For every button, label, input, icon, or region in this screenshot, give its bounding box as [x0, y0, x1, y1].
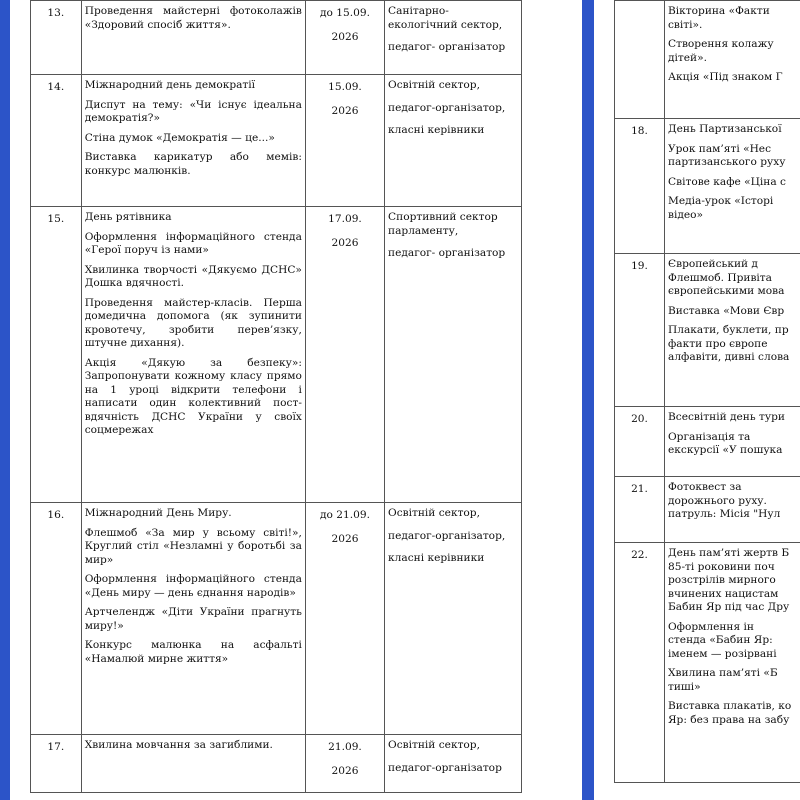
table-row [31, 1, 522, 75]
activity-line: День пам’яті жертв Б [668, 547, 790, 559]
activity-line: Оформлення інформаційного стенда «День миру — день єднання народів» [84, 573, 302, 599]
row-number: 16. [31, 503, 82, 735]
responsible-line: педагог-організатор, [388, 529, 506, 542]
activity-line: Проведення майстер-класів. Перша домедична допомога (як зупинити кровотечу, зробити перев’язку, штучне дихання). [84, 296, 302, 349]
responsible-cell [385, 1, 522, 75]
responsible-cell [385, 75, 522, 207]
activity-line: тиші» [668, 680, 701, 693]
activity-line: Флешмоб «За мир у всьому світі!», Круглий стіл «Незламні у боротьбі за мир» [84, 526, 302, 566]
activity-line: Міжнародний день демократії [84, 79, 256, 91]
activity-cell [665, 254, 800, 407]
row-number: 13. [31, 1, 82, 75]
activity-line: Вікторина «Факти [668, 5, 770, 17]
date-line: 2026 [331, 104, 359, 117]
activity-line: Бабин Яр під час Дру [668, 601, 790, 613]
row-number [615, 1, 665, 119]
responsible-line: Санітарно-екологічний сектор, [388, 5, 503, 31]
table-row [31, 207, 522, 503]
activity-line: екскурсії «У пошука [668, 444, 783, 456]
row-number: 17. [31, 735, 82, 793]
activity-line: вчинених нацистам [668, 587, 779, 600]
activity-line: Виставка плакатів, ко [668, 700, 792, 712]
responsible-cell [385, 207, 522, 503]
activity-cell [81, 1, 305, 75]
date-line: 2026 [331, 532, 359, 545]
row-number: 20. [615, 407, 665, 477]
activity-line: факти про європе [668, 337, 768, 350]
responsible-cell [385, 503, 522, 735]
responsible-line: педагог- організатор [388, 41, 506, 53]
table-row [615, 407, 800, 477]
activity-line: Міжнародний День Миру. [84, 507, 232, 519]
date-cell [305, 207, 384, 503]
activity-line: День Партизанської [668, 123, 782, 135]
activity-cell [665, 1, 800, 119]
date-cell [305, 503, 384, 735]
row-number: 22. [615, 543, 665, 783]
date-cell [305, 75, 384, 207]
responsible-cell [385, 735, 522, 793]
activity-line: Хвилина мовчання за загиблими. [84, 739, 273, 751]
responsible-line: Освітній сектор, [388, 507, 480, 519]
activity-line: свiті». [668, 18, 703, 31]
document-page-left [10, 0, 582, 800]
date-cell [305, 735, 384, 793]
activity-line: Урок пам’яті «Нес [668, 142, 772, 155]
row-number: 14. [31, 75, 82, 207]
activity-line: Світове кафе «Ціна с [668, 175, 786, 188]
date-line: 2026 [331, 236, 359, 249]
activity-cell [81, 735, 305, 793]
activity-line: відео» [668, 208, 704, 221]
table-row [615, 1, 800, 119]
activity-line: Диспут на тему: «Чи існує ідеальна демократія?» [84, 98, 302, 124]
document-page-right [594, 0, 800, 800]
activity-line: Артчелендж «Діти України прагнуть миру!» [84, 606, 302, 632]
events-table-right [614, 0, 800, 783]
responsible-line: педагог- організатор [388, 247, 506, 259]
activity-line: Плакати, буклети, пр [668, 324, 789, 336]
activity-line: День рятівника [84, 211, 172, 223]
row-number: 15. [31, 207, 82, 503]
activity-cell [665, 477, 800, 543]
responsible-line: класні керівники [388, 552, 485, 564]
activity-line: Оформлення ін [668, 620, 754, 633]
responsible-line: педагог-організатор, [388, 101, 506, 114]
activity-line: Стіна думок «Демократія — це...» [84, 131, 275, 144]
activity-line: іменем — розірвані [668, 647, 777, 660]
activity-line: Хвилинка творчості «Дякуємо ДСНС» Дошка вдячності. [84, 263, 302, 289]
date-line: 21.09. [328, 741, 362, 753]
activity-cell [81, 207, 305, 503]
activity-line: європейськими мова [668, 285, 785, 297]
activity-line: патруль: Місія "Нул [668, 508, 781, 520]
activity-line: Медіа-урок «Історі [668, 195, 774, 207]
activity-line: стенда «Бабин Яр: [668, 634, 773, 646]
activity-line: дітей». [668, 51, 707, 64]
row-number: 18. [615, 119, 665, 254]
activity-line: Флешмоб. Привіта [668, 271, 772, 284]
table-row [615, 119, 800, 254]
table-row [31, 735, 522, 793]
responsible-line: Освітній сектор, [388, 739, 480, 751]
events-table-left [30, 0, 522, 793]
activity-line: Акція «Під знаком Г [668, 71, 783, 83]
date-line: до 15.09. [319, 7, 370, 19]
table-row [615, 477, 800, 543]
table-row [615, 543, 800, 783]
activity-cell [81, 75, 305, 207]
activity-line: Всесвітній день тури [668, 411, 785, 423]
date-line: до 21.09. [319, 509, 370, 521]
activity-line: Європейський д [668, 258, 758, 270]
table-row [615, 254, 800, 407]
activity-line: Проведення майстерні фотоколажів «Здоровий спосіб життя». [84, 5, 302, 31]
responsible-line: класні керівники [388, 124, 485, 136]
table-row [31, 503, 522, 735]
activity-cell [665, 119, 800, 254]
activity-line: партизанського руху [668, 156, 786, 168]
date-line: 2026 [331, 30, 359, 43]
activity-line: Організація та [668, 430, 751, 443]
row-number: 21. [615, 477, 665, 543]
row-number: 19. [615, 254, 665, 407]
activity-line: Виставка карикатур або мемів: конкурс малюнків. [84, 151, 302, 177]
activity-line: Конкурс малюнка на асфальті «Намалюй мирне життя» [84, 639, 302, 665]
activity-line: Фотоквест за [668, 481, 742, 493]
activity-line: розстрілів мирного [668, 574, 776, 586]
activity-line: Створення колажу [668, 38, 774, 50]
responsible-line: Спортивний сектор парламенту, [388, 211, 498, 237]
date-line: 17.09. [328, 213, 362, 225]
activity-line: Оформлення інформаційного стенда «Герої поруч із нами» [84, 230, 302, 256]
activity-line: Виставка «Мови Євр [668, 304, 785, 317]
activity-line: дорожнього руху. [668, 494, 767, 507]
activity-cell [665, 407, 800, 477]
responsible-line: педагог-організатор [388, 761, 502, 774]
activity-cell [665, 543, 800, 783]
activity-line: 85-ті роковини поч [668, 560, 775, 573]
activity-cell [81, 503, 305, 735]
activity-line: Акція «Дякую за безпеку»: Запропонувати кожному класу прямо на 1 уроці відкрити телефони і написати один колективний пост-вдячність ДСНС України у своїх соцмережах [84, 356, 302, 436]
activity-line: алфавіти, дивні слова [668, 351, 790, 363]
date-cell [305, 1, 384, 75]
activity-line: Яр: без права на забу [668, 713, 790, 726]
date-line: 15.09. [328, 81, 362, 93]
responsible-line: Освітній сектор, [388, 79, 480, 91]
table-row [31, 75, 522, 207]
activity-line: Хвилина пам’яті «Б [668, 667, 778, 679]
date-line: 2026 [331, 764, 359, 777]
